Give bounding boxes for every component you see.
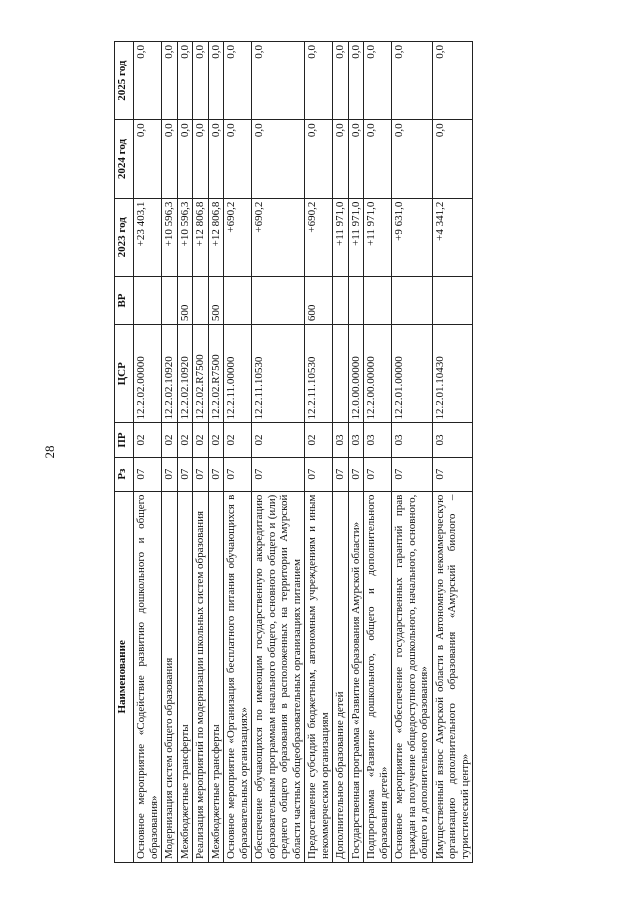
- header-csr: ЦСР: [115, 325, 134, 423]
- cell-vr: [224, 276, 252, 324]
- cell-2025: 0,0: [252, 42, 305, 120]
- cell-vr: [432, 276, 473, 324]
- cell-csr: 12.2.02.00000: [134, 325, 162, 423]
- cell-vr: [162, 276, 178, 324]
- cell-rz: 07: [432, 457, 473, 491]
- cell-rz: 07: [193, 457, 209, 491]
- cell-2024: 0,0: [392, 120, 433, 198]
- cell-2024: 0,0: [224, 120, 252, 198]
- table-row: [305, 42, 333, 863]
- cell-name: Дополнительное образование детей: [333, 491, 349, 862]
- page-number: 28: [42, 445, 57, 459]
- cell-name: Обеспечение обучающихся по имеющим государственную аккредитацию образовательным программам начального общего, основного общего и (или) среднего общего образования в расположенных на территории Амурской области частных общеобразовательных организациях питанием: [252, 491, 305, 862]
- cell-2024: 0,0: [208, 120, 224, 198]
- cell-csr: 12.2.11.10530: [252, 325, 305, 423]
- cell-2024: 0,0: [333, 120, 349, 198]
- cell-2023: +690,2: [224, 198, 252, 276]
- cell-csr: 12.2.00.00000: [364, 325, 392, 423]
- cell-pr: 02: [252, 423, 305, 457]
- cell-csr: 12.2.11.00000: [224, 325, 252, 423]
- cell-name: Имущественный взнос Амурской области в Автономную некоммерческую организацию дополнительного образования «Амурский биолого – туристический центр»: [432, 491, 473, 862]
- cell-2025: 0,0: [208, 42, 224, 120]
- header-2024: 2024 год: [115, 120, 134, 198]
- cell-name: Основное мероприятие «Обеспечение государственных гарантий прав граждан на получение общедоступного дошкольного, начального, основного, общего и дополнительного образования»: [392, 491, 433, 862]
- cell-rz: 07: [392, 457, 433, 491]
- cell-2023: +11 971,0: [348, 198, 364, 276]
- cell-name: Реализация мероприятий по модернизации школьных систем образования: [193, 491, 209, 862]
- cell-2025: 0,0: [348, 42, 364, 120]
- cell-pr: 02: [193, 423, 209, 457]
- cell-2025: 0,0: [392, 42, 433, 120]
- cell-rz: 07: [208, 457, 224, 491]
- table-row: [193, 42, 209, 863]
- cell-2025: 0,0: [333, 42, 349, 120]
- cell-2023: +4 341,2: [432, 198, 473, 276]
- cell-vr: [348, 276, 364, 324]
- table-row: [432, 42, 473, 863]
- cell-2025: 0,0: [162, 42, 178, 120]
- header-2025: 2025 год: [115, 42, 134, 120]
- cell-csr: 12.2.02.10920: [162, 325, 178, 423]
- header-rz: Рз: [115, 457, 134, 491]
- cell-2024: 0,0: [432, 120, 473, 198]
- header-vr: ВР: [115, 276, 134, 324]
- cell-2024: 0,0: [364, 120, 392, 198]
- cell-rz: 07: [162, 457, 178, 491]
- cell-2024: 0,0: [162, 120, 178, 198]
- cell-name: Межбюджетные трансферты: [208, 491, 224, 862]
- cell-pr: 02: [208, 423, 224, 457]
- table-row: [224, 42, 252, 863]
- table-row: [333, 42, 349, 863]
- cell-rz: 07: [224, 457, 252, 491]
- cell-pr: 02: [134, 423, 162, 457]
- cell-rz: 07: [333, 457, 349, 491]
- cell-2023: +690,2: [252, 198, 305, 276]
- cell-2025: 0,0: [224, 42, 252, 120]
- cell-rz: 07: [177, 457, 193, 491]
- cell-name: Модернизация систем общего образования: [162, 491, 178, 862]
- cell-2024: 0,0: [305, 120, 333, 198]
- table-row: [392, 42, 433, 863]
- cell-2023: +12 806,8: [208, 198, 224, 276]
- cell-vr: [193, 276, 209, 324]
- cell-csr: 12.0.00.00000: [348, 325, 364, 423]
- table-row: [364, 42, 392, 863]
- cell-vr: 500: [208, 276, 224, 324]
- cell-pr: 02: [224, 423, 252, 457]
- cell-pr: 03: [364, 423, 392, 457]
- cell-2024: 0,0: [177, 120, 193, 198]
- cell-name: Межбюджетные трансферты: [177, 491, 193, 862]
- table-row: [252, 42, 305, 863]
- cell-rz: 07: [348, 457, 364, 491]
- cell-2023: +9 631,0: [392, 198, 433, 276]
- cell-2023: +23 403,1: [134, 198, 162, 276]
- cell-pr: 02: [177, 423, 193, 457]
- cell-vr: 500: [177, 276, 193, 324]
- cell-2024: 0,0: [252, 120, 305, 198]
- cell-2024: 0,0: [193, 120, 209, 198]
- cell-csr: 12.2.11.10530: [305, 325, 333, 423]
- cell-rz: 07: [305, 457, 333, 491]
- cell-name: Государственная программа «Развитие образования Амурской области»: [348, 491, 364, 862]
- cell-name: Подпрограмма «Развитие дошкольного, общего и дополнительного образования детей»: [364, 491, 392, 862]
- cell-pr: 03: [432, 423, 473, 457]
- cell-2024: 0,0: [348, 120, 364, 198]
- cell-name: Предоставление субсидий бюджетным, автономным учреждениям и иным некоммерческим организациям: [305, 491, 333, 862]
- cell-2025: 0,0: [193, 42, 209, 120]
- cell-2025: 0,0: [134, 42, 162, 120]
- budget-table: [114, 41, 473, 863]
- cell-pr: 02: [305, 423, 333, 457]
- cell-2025: 0,0: [364, 42, 392, 120]
- cell-2023: +11 971,0: [333, 198, 349, 276]
- cell-rz: 07: [134, 457, 162, 491]
- cell-2023: +12 806,8: [193, 198, 209, 276]
- cell-name: Основное мероприятие «Содействие развитию дошкольного и общего образования»: [134, 491, 162, 862]
- cell-csr: 12.2.02.10920: [177, 325, 193, 423]
- cell-name: Основное мероприятие «Организация бесплатного питания обучающихся в образовательных организациях»: [224, 491, 252, 862]
- cell-vr: [333, 276, 349, 324]
- cell-pr: 03: [348, 423, 364, 457]
- header-2023: 2023 год: [115, 198, 134, 276]
- table-row: [134, 42, 162, 863]
- cell-rz: 07: [252, 457, 305, 491]
- cell-csr: 12.2.02.R7500: [208, 325, 224, 423]
- rotated-budget-table-container: [114, 41, 606, 863]
- cell-csr: 12.2.01.00000: [392, 325, 433, 423]
- cell-pr: 02: [162, 423, 178, 457]
- cell-2023: +10 596,3: [177, 198, 193, 276]
- table-row: [208, 42, 224, 863]
- cell-2025: 0,0: [305, 42, 333, 120]
- cell-2024: 0,0: [134, 120, 162, 198]
- cell-vr: [252, 276, 305, 324]
- cell-vr: [134, 276, 162, 324]
- header-pr: ПР: [115, 423, 134, 457]
- cell-vr: [364, 276, 392, 324]
- cell-rz: 07: [364, 457, 392, 491]
- table-row: [162, 42, 178, 863]
- cell-csr: [333, 325, 349, 423]
- table-row: [348, 42, 364, 863]
- table-header-row: [115, 42, 134, 863]
- cell-pr: 03: [333, 423, 349, 457]
- cell-vr: [392, 276, 433, 324]
- cell-2025: 0,0: [177, 42, 193, 120]
- cell-2025: 0,0: [432, 42, 473, 120]
- cell-pr: 03: [392, 423, 433, 457]
- cell-2023: +11 971,0: [364, 198, 392, 276]
- cell-2023: +10 596,3: [162, 198, 178, 276]
- cell-csr: 12.2.01.10430: [432, 325, 473, 423]
- header-name: Наименование: [115, 491, 134, 862]
- cell-vr: 600: [305, 276, 333, 324]
- table-row: [177, 42, 193, 863]
- cell-2023: +690,2: [305, 198, 333, 276]
- cell-csr: 12.2.02.R7500: [193, 325, 209, 423]
